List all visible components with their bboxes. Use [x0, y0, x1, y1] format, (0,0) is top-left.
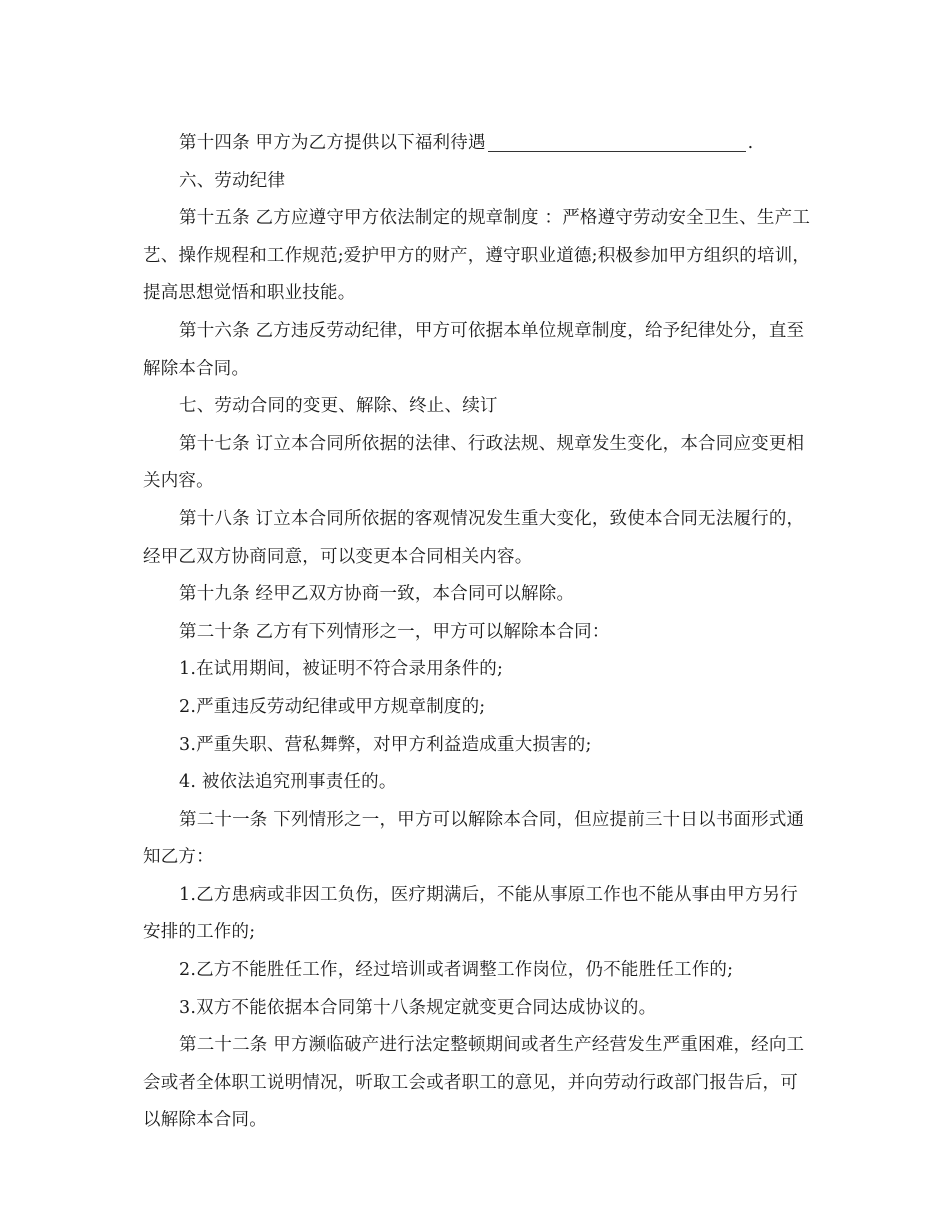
article-14-text: 第十四条 甲方为乙方提供以下福利待遇	[179, 133, 486, 153]
article-21-item-1: 1.乙方患病或非因工负伤，医疗期满后，不能从事原工作也不能从事由甲方另行安排的工作的;	[143, 884, 798, 943]
article-22: 第二十二条 甲方濒临破产进行法定整顿期间或者生产经营发生严重困难，经向工会或者全体职工说明情况，听取工会或者职工的意见，并向劳动行政部门报告后，可以解除本合同。	[143, 1035, 805, 1131]
article-20-item-1: 1.在试用期间，被证明不符合录用条件的;	[179, 659, 504, 680]
article-20-item-4: 4. 被依法追究刑事责任的。	[179, 772, 397, 793]
article-20-item-2: 2.严重违反劳动纪律或甲方规章制度的;	[179, 696, 486, 717]
article-20: 第二十条 乙方有下列情形之一，甲方可以解除本合同：	[179, 621, 610, 642]
article-20-item-3: 3.严重失职、营私舞弊，对甲方利益造成重大损害的;	[179, 734, 592, 755]
article-21-item-3: 3.双方不能依据本合同第十八条规定就变更合同达成协议的。	[179, 997, 657, 1018]
article-21-item-2: 2.乙方不能胜任工作，经过培训或者调整工作岗位，仍不能胜任工作的;	[179, 960, 734, 981]
article-16: 第十六条 乙方违反劳动纪律，甲方可依据本单位规章制度，给予纪律处分，直至解除本合同。	[143, 320, 805, 379]
article-17: 第十七条 订立本合同所依据的法律、行政法规、规章发生变化，本合同应变更相关内容。	[143, 433, 805, 492]
article-15: 第十五条 乙方应遵守甲方依法制定的规章制度 ：严格遵守劳动安全卫生、生产工艺、操作规程和工作规范;爱护甲方的财产，遵守职业道德;积极参加甲方组织的培训，提高思想觉悟和职业技能。	[143, 208, 811, 304]
article-14-end: .	[747, 133, 754, 153]
article-21: 第二十一条 下列情形之一，甲方可以解除本合同，但应提前三十日以书面形式通知乙方：	[143, 809, 805, 868]
fill-in-blank	[488, 133, 746, 152]
document-body	[143, 125, 813, 1140]
section-heading-discipline: 六、劳动纪律	[179, 170, 286, 191]
article-19: 第十九条 经甲乙双方协商一致，本合同可以解除。	[179, 584, 575, 605]
article-14	[143, 125, 813, 163]
article-18: 第十八条 订立本合同所依据的客观情况发生重大变化，致使本合同无法履行的，经甲乙双方协商同意，可以变更本合同相关内容。	[143, 508, 805, 567]
section-heading-contract-changes: 七、劳动合同的变更、解除、终止、续订	[179, 396, 498, 417]
